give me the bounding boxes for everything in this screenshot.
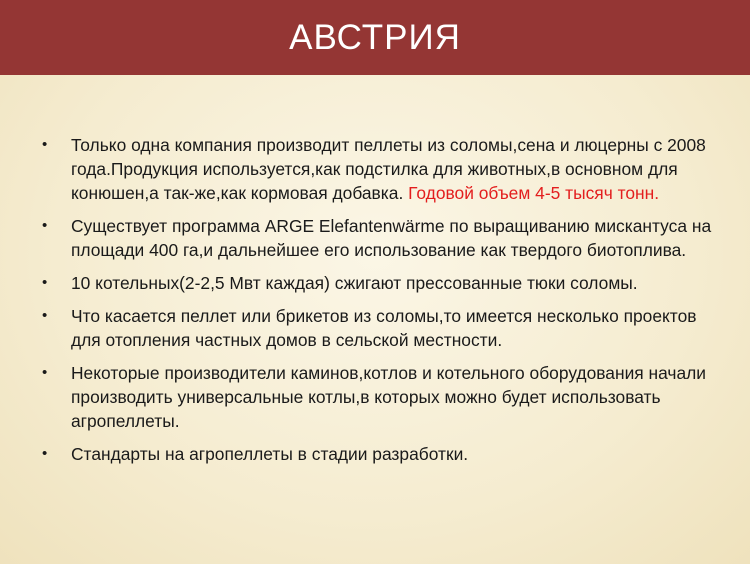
bullet-list	[40, 133, 720, 475]
bullet-marker: •	[42, 217, 48, 234]
bullet-highlight-1: Годовой объем 4-5 тысяч тонн.	[408, 183, 660, 203]
bullet-item-5	[40, 361, 720, 433]
bullet-marker: •	[42, 307, 48, 324]
bullet-text-5: Некоторые производители каминов,котлов и котельного оборудования начали производить универсальные котлы,в которых можно будет использовать агропеллеты.	[71, 363, 707, 431]
bullet-marker: •	[42, 445, 48, 462]
bullet-item-1	[40, 133, 720, 205]
bullet-item-3	[40, 271, 720, 295]
bullet-text-4: Что касается пеллет или брикетов из соломы,то имеется несколько проектов для отопления частных домов в сельской местности.	[71, 306, 697, 350]
bullet-item-4	[40, 304, 720, 352]
bullet-text-3: 10 котельных(2-2,5 Мвт каждая) сжигают прессованные тюки соломы.	[71, 273, 638, 293]
bullet-marker: •	[42, 136, 48, 153]
title-bar	[0, 0, 750, 75]
bullet-item-2	[40, 214, 720, 262]
bullet-text-6: Стандарты на агропеллеты в стадии разработки.	[71, 444, 469, 464]
bullet-item-6	[40, 442, 720, 466]
bullet-marker: •	[42, 364, 48, 381]
bullet-marker: •	[42, 274, 48, 291]
bullet-text-2: Существует программа ARGE Elefantenwärme по выращиванию мискантуса на площади 400 га,и дальнейшее его использование как твердого биотоплива.	[71, 216, 712, 260]
slide-title: АВСТРИЯ	[289, 17, 461, 57]
bullet-text-1: Только одна компания производит пеллеты из соломы,сена и люцерны с 2008 года.Продукция используется,как подстилка для животных,в основном для конюшен,а так-же,как кормовая добавка.	[71, 135, 706, 203]
